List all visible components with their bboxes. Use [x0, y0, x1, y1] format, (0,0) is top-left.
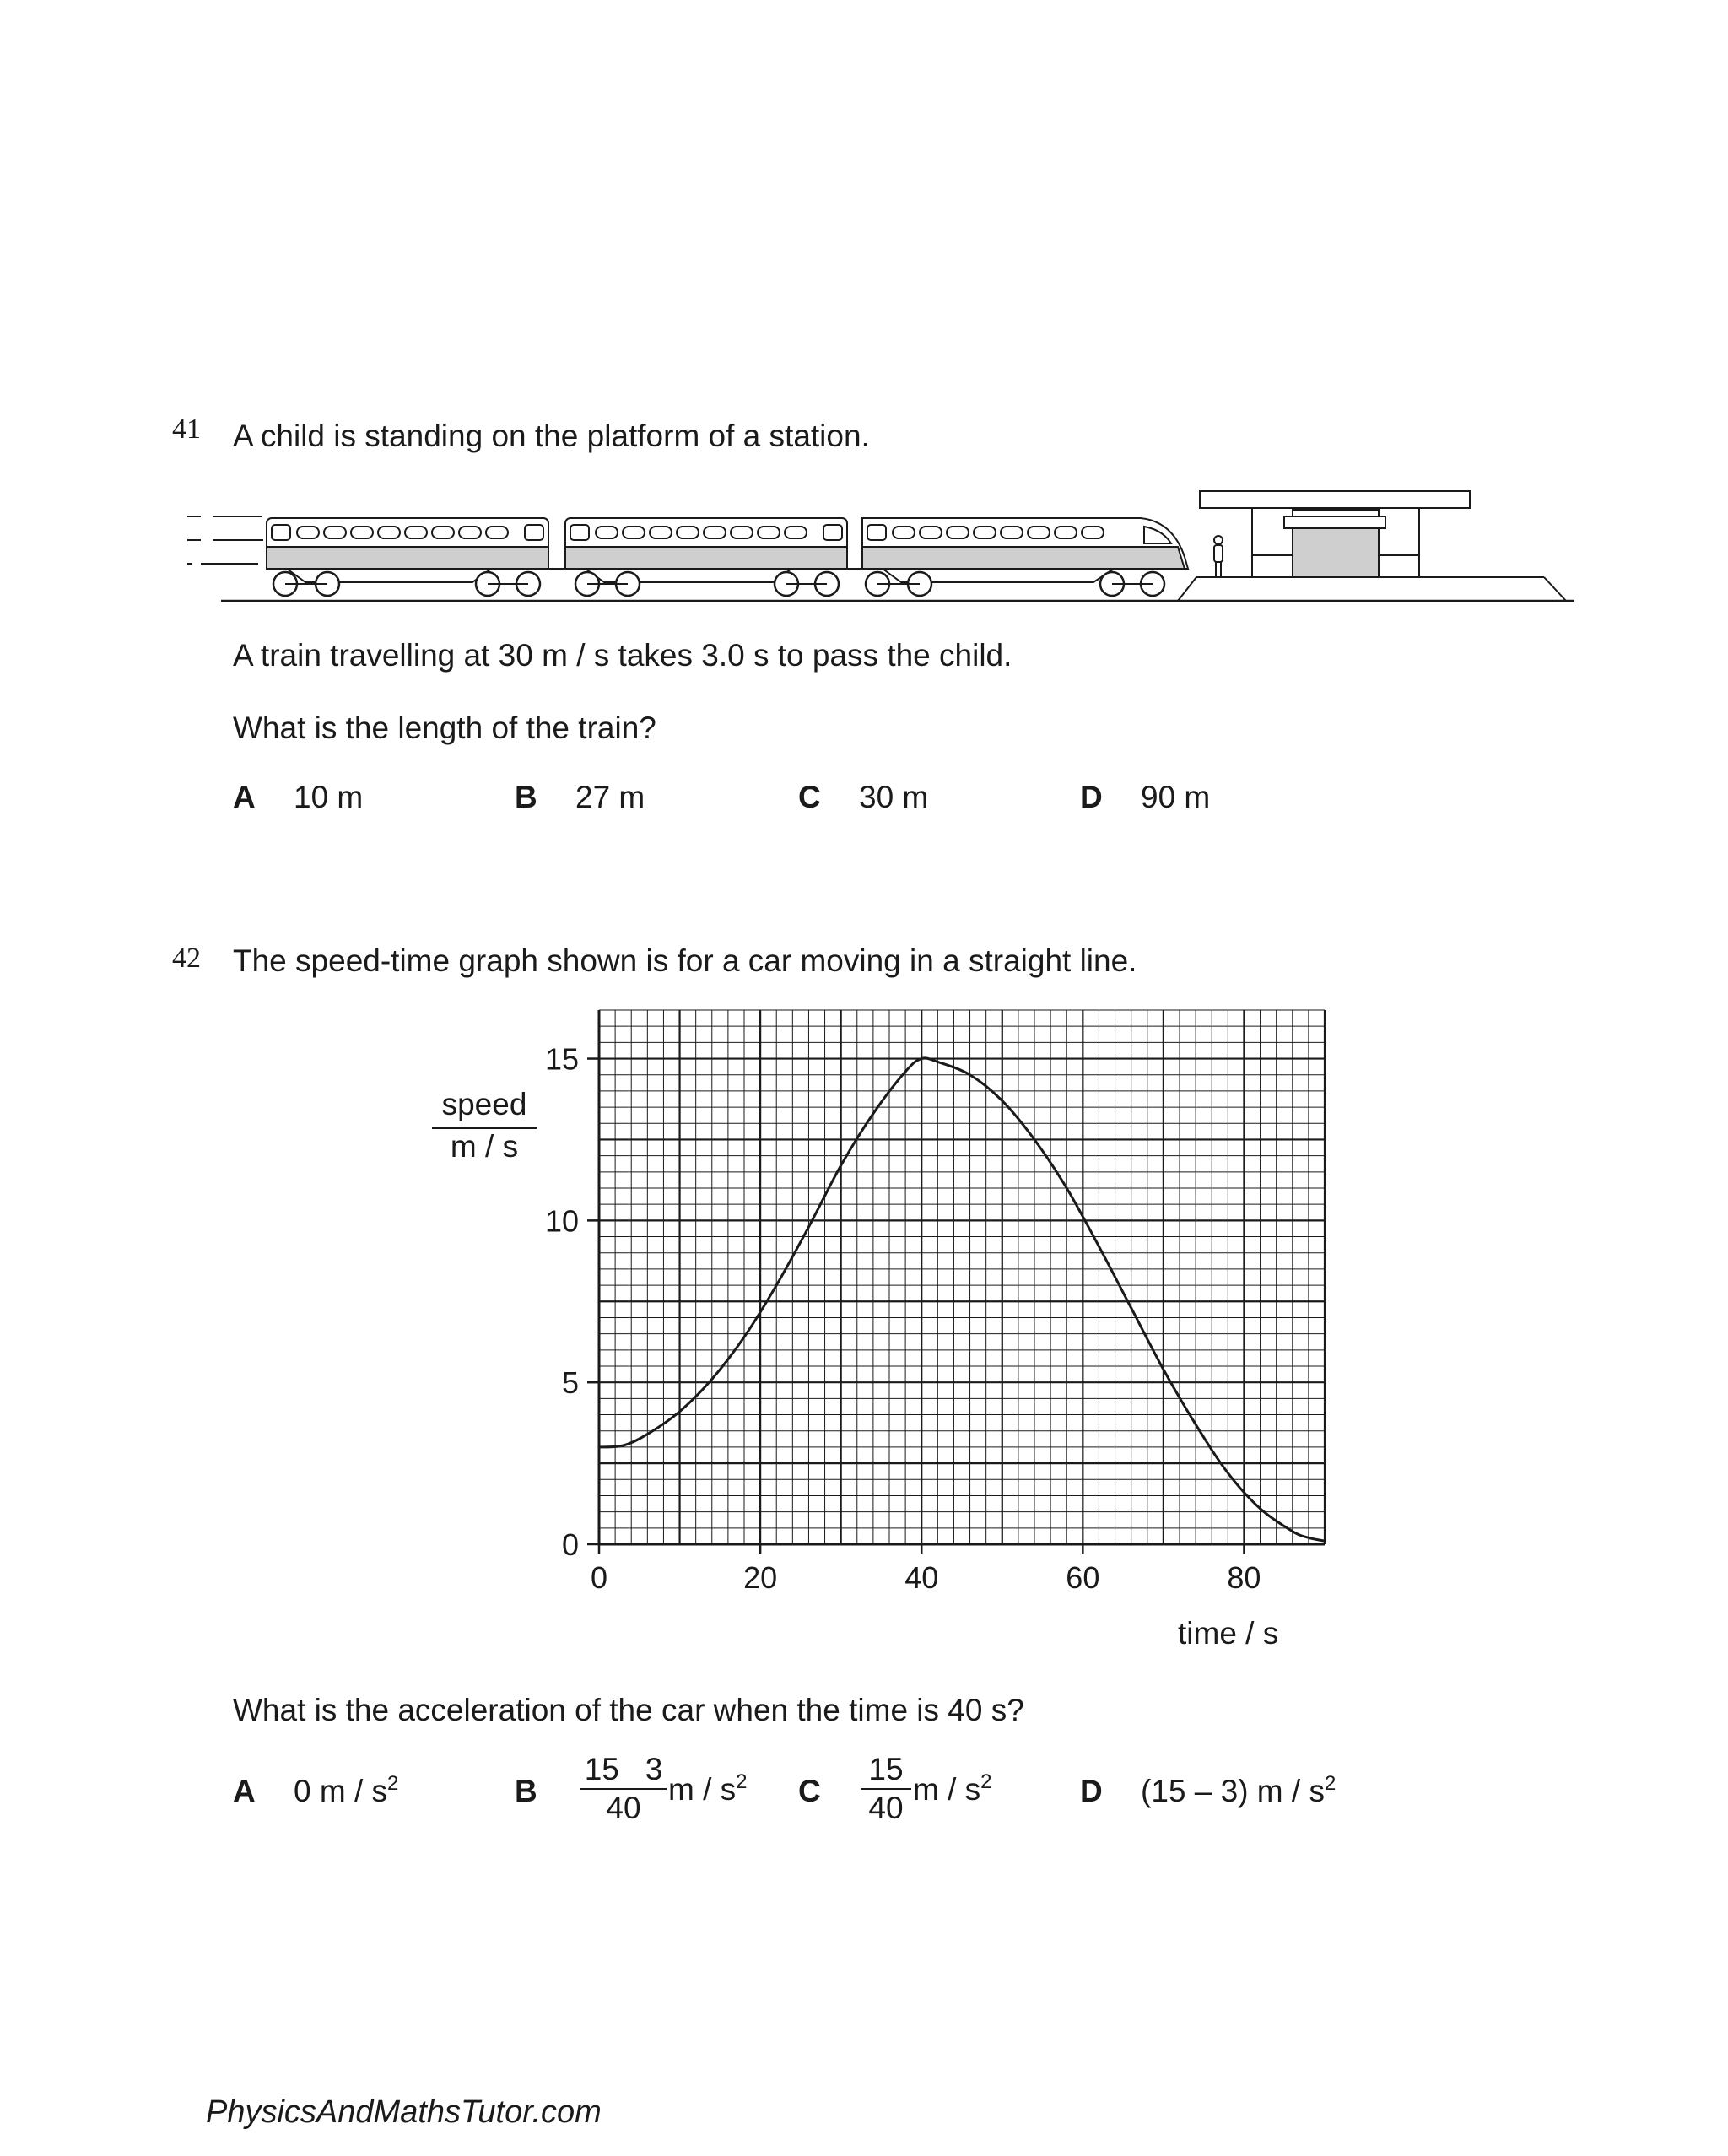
q42-option-d-value: (15 – 3) m / $s^2$ [1141, 1772, 1336, 1808]
question-number-42: 42 [172, 943, 201, 974]
footer-website: PhysicsAndMathsTutor.com [206, 2094, 602, 2130]
q41-option-a-value: 10 m [294, 780, 364, 814]
q42-option-c-letter[interactable]: C [798, 1774, 821, 1808]
x-tick-label: 40 [904, 1560, 939, 1595]
x-tick-label: 20 [743, 1560, 778, 1595]
y-tick-label: 15 [544, 1041, 579, 1077]
y-tick-label: 5 [561, 1365, 579, 1401]
q42-option-b-letter[interactable]: B [515, 1774, 537, 1808]
y-axis-label-bottom: m / s [450, 1129, 519, 1164]
q42-option-b-fraction [580, 1752, 667, 1826]
x-tick-label: 80 [1227, 1560, 1261, 1595]
q42-option-b-unit: m / $s^2$ [668, 1770, 748, 1807]
x-tick-label: 60 [1066, 1560, 1100, 1595]
q41-option-b-value: 27 m [575, 780, 645, 814]
speed-curve [599, 1058, 1325, 1541]
q42-option-c-numerator: 15 [868, 1752, 904, 1786]
q42-option-a-letter[interactable]: A [233, 1774, 256, 1808]
y-axis-label-top: speed [441, 1087, 527, 1121]
y-tick-label: 0 [561, 1527, 579, 1562]
q42-option-b-numerator: 15 3 [584, 1752, 663, 1786]
question-41-intro: A child is standing on the platform of a station. [233, 419, 870, 453]
q41-option-d-value: 90 m [1141, 780, 1211, 814]
q41-option-b-letter[interactable]: B [515, 780, 537, 814]
question-42-prompt: What is the acceleration of the car when the time is 40 s? [233, 1693, 1024, 1727]
q41-option-c-value: 30 m [859, 780, 929, 814]
x-axis-label: time / s [1178, 1616, 1279, 1651]
question-42-intro: The speed-time graph shown is for a car moving in a straight line. [233, 943, 1137, 978]
question-41-statement: A train travelling at 30 m / s takes 3.0 s to pass the child. [233, 638, 1012, 673]
y-tick-label: 10 [544, 1203, 579, 1239]
q41-option-d-letter[interactable]: D [1080, 780, 1103, 814]
q42-option-c-unit: m / $s^2$ [913, 1770, 992, 1807]
q41-option-c-letter[interactable]: C [798, 780, 821, 814]
q42-option-b-denominator: 40 [606, 1791, 641, 1825]
q41-option-a-letter[interactable]: A [233, 780, 256, 814]
x-tick-label: 0 [590, 1560, 608, 1595]
q42-option-d-letter[interactable]: D [1080, 1774, 1103, 1808]
question-41-prompt: What is the length of the train? [233, 711, 656, 745]
q42-option-c-denominator: 40 [868, 1791, 904, 1825]
q42-option-a-value: 0 m / $s^2$ [294, 1772, 399, 1808]
q42-option-c-fraction [861, 1752, 911, 1826]
question-number-41: 41 [172, 413, 201, 445]
